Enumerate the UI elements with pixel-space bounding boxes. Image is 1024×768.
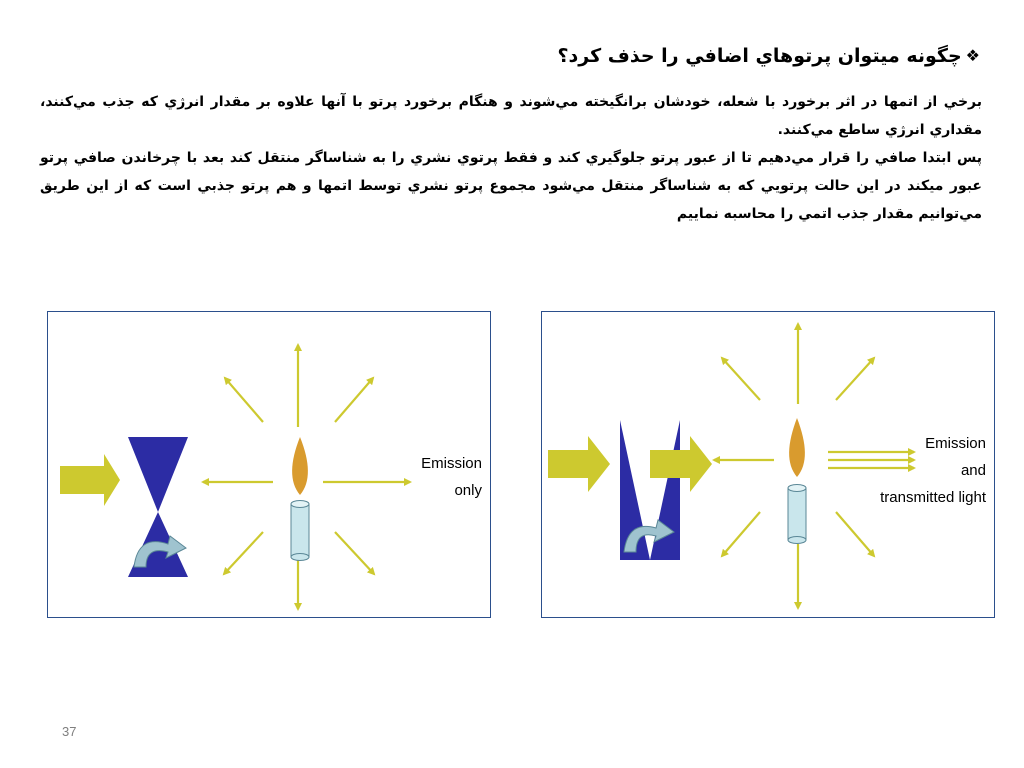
burner (788, 488, 806, 540)
ray-up-left (722, 358, 760, 400)
incoming-beam-arrow (548, 436, 610, 492)
slide-heading (300, 42, 980, 70)
ray-down-right (836, 512, 874, 556)
ray-up-left (225, 378, 263, 422)
figure-emission-and-transmitted (541, 311, 995, 618)
slide-body (40, 88, 982, 228)
ray-down-left (224, 532, 263, 574)
ray-up-right (335, 378, 373, 422)
burner (291, 504, 309, 557)
heading-text: چگونه ميتوان پرتوهاي اضافي را حذف کرد؟ (557, 45, 962, 67)
emission-only-label: Emission only (421, 455, 482, 499)
paragraph-1: برخي از اتمها در اثر برخورد با شعله، خودشان برانگيخته مي‌شوند و هنگام برخورد پرتو با آنها علاوه بر مقدار انرژي که جذب مي‌کنند، مقداري انرژي ساطع مي‌کنند. (40, 94, 982, 138)
paragraph-2: پس ابتدا صافي را قرار مي‌دهيم تا از عبور پرتو جلوگيري کند و فقط پرتوي نشري را به شناساگر منتقل کند بعد با چرخاندن صافي پرتو عبور ميکند در اين حالت پرتويي که به شناساگر منتقل مي‌شود مجموع پرتو نشري توسط اتمها و هم پرتو جذبي است که از اين طريق مي‌توانيم مقدار جذب اتمي را محاسبه نماييم (40, 150, 982, 222)
ray-down-right (335, 532, 374, 574)
ray-up-right (836, 358, 874, 400)
figure-emission-only (47, 311, 491, 618)
diamond-bullet-icon: ❖ (965, 46, 980, 65)
transmitted-beam-arrow (650, 436, 712, 492)
flame-icon (789, 418, 805, 477)
page-number: 37 (62, 724, 77, 739)
flame-icon (292, 437, 308, 495)
chopper-upper (128, 437, 188, 512)
incoming-beam-arrow (60, 454, 120, 506)
emission-transmitted-label: Emission and transmitted light (880, 435, 986, 506)
ray-down-left (722, 512, 760, 556)
